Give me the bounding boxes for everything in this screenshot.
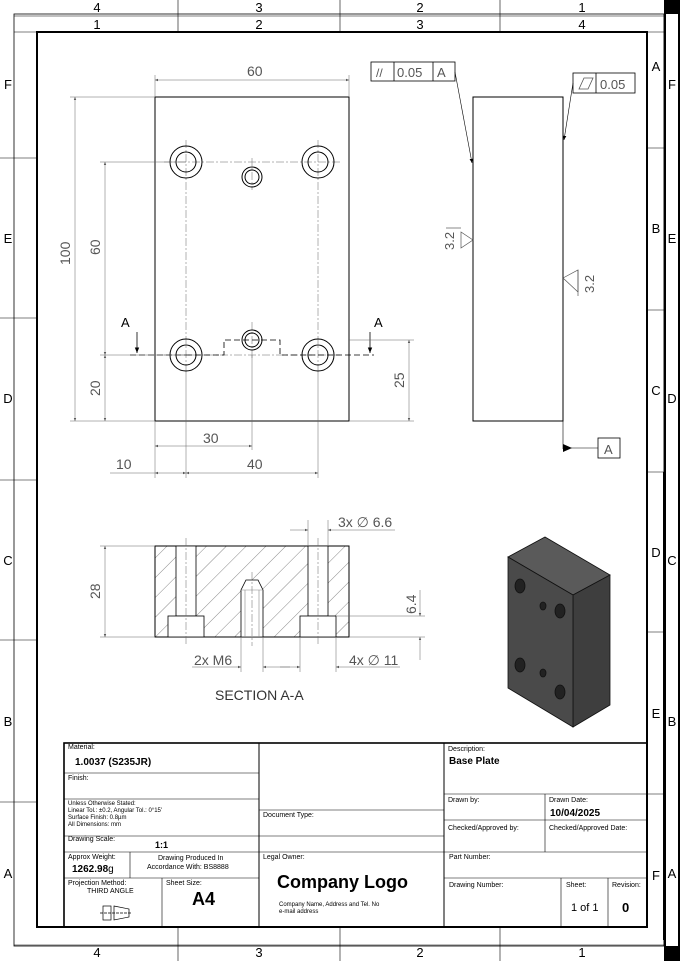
sheet-size-label: Sheet Size: xyxy=(166,880,202,887)
iso-hole-2 xyxy=(555,604,565,618)
zone-outer-b: B xyxy=(667,714,677,729)
sheet-label: Sheet: xyxy=(566,882,587,889)
iso-hole-6 xyxy=(540,669,546,677)
zone-left-d: D xyxy=(3,391,13,406)
drawing-number-label: Drawing Number: xyxy=(449,882,504,889)
zone-outer-d: D xyxy=(667,391,677,406)
zone-left-e: E xyxy=(3,231,13,246)
description-label: Description: xyxy=(448,746,485,753)
iso-hole-1 xyxy=(515,579,525,593)
roughness-right: 3.2 xyxy=(582,274,597,293)
zone-outer-e: E xyxy=(667,231,677,246)
gdt-parallel-symbol: // xyxy=(376,66,383,80)
roughness-left: 3.2 xyxy=(442,231,457,250)
revision-label: Revision: xyxy=(612,882,641,889)
notes-line-3: Surface Finish: 0.8µm xyxy=(68,815,127,821)
projection-label: Projection Method: xyxy=(68,880,127,887)
document-type-label: Document Type: xyxy=(263,812,314,819)
sheet-size-value: A4 xyxy=(192,889,216,909)
weight-label: Approx Weight: xyxy=(68,854,116,861)
callout-2x-m6: 2x M6 xyxy=(194,652,233,668)
zone-left-c: C xyxy=(3,553,13,568)
zone-outer-f: F xyxy=(668,77,676,92)
zone-bottom-4: 4 xyxy=(93,945,101,960)
description-value: Base Plate xyxy=(449,756,500,767)
produced-line-1: Drawing Produced In xyxy=(158,855,224,862)
produced-line-2: Accordance With: BS8888 xyxy=(147,864,229,871)
zone-left-a: A xyxy=(3,866,13,881)
zone-right-c: C xyxy=(651,383,661,398)
material-value: 1.0037 (S235JR) xyxy=(75,757,152,768)
gdt-flat-value: 0.05 xyxy=(600,77,626,92)
dim-bottom-20: 20 xyxy=(87,380,103,396)
zone-outer-c: C xyxy=(667,553,677,568)
zone-bottom-3: 3 xyxy=(255,945,263,960)
zone-bottom-1: 1 xyxy=(578,945,586,960)
section-title: SECTION A-A xyxy=(215,687,304,703)
zone-right-b: B xyxy=(651,221,661,236)
right-edge-inner xyxy=(666,14,678,946)
drawn-by-label: Drawn by: xyxy=(448,797,480,804)
dim-right-25: 25 xyxy=(391,372,407,388)
material-label: Material: xyxy=(68,744,95,751)
gdt-parallel-value: 0.05 xyxy=(397,65,423,80)
zone-top-1: 1 xyxy=(578,0,586,15)
side-view xyxy=(371,62,635,458)
part-number-label: Part Number: xyxy=(449,854,491,861)
third-angle-projection-icon xyxy=(100,906,132,920)
zone-top-4: 4 xyxy=(93,0,101,15)
callout-4x-dia-11: 4x ∅ 11 xyxy=(349,652,399,668)
weight-unit: g xyxy=(108,864,114,875)
sheet-value: 1 of 1 xyxy=(571,902,599,914)
weight-value xyxy=(72,864,114,875)
zone-left-f: F xyxy=(4,77,12,92)
drawn-date-value: 10/04/2025 xyxy=(550,808,601,819)
scale-label: Drawing Scale: xyxy=(68,836,116,843)
dim-10: 10 xyxy=(116,456,132,472)
zone-outer-a: A xyxy=(667,866,677,881)
zone-right-a: A xyxy=(651,59,661,74)
dim-depth-28: 28 xyxy=(87,583,103,599)
revision-value: 0 xyxy=(622,900,630,915)
dim-hole-spacing-60: 60 xyxy=(87,239,103,255)
zone-left-b: B xyxy=(3,714,13,729)
dim-30: 30 xyxy=(203,430,219,446)
gdt-parallel-datum: A xyxy=(437,65,446,80)
zone-right-d: D xyxy=(651,545,661,560)
zone-right-f: F xyxy=(652,868,660,883)
projection-value: THIRD ANGLE xyxy=(87,888,134,895)
zone-inner-2: 2 xyxy=(255,17,263,32)
section-label-right: A xyxy=(374,315,383,330)
checked-by-label: Checked/Approved by: xyxy=(448,825,519,832)
dim-width-60: 60 xyxy=(247,63,263,79)
notes-line-2: Linear Tol.: ±0.2, Angular Tol.: 0°15' xyxy=(68,808,163,814)
section-view xyxy=(87,514,425,703)
drawn-date-label: Drawn Date: xyxy=(549,797,588,804)
company-logo: Company Logo xyxy=(277,872,408,892)
zone-inner-3: 3 xyxy=(416,17,424,32)
section-label-left: A xyxy=(121,315,130,330)
legal-owner-label: Legal Owner: xyxy=(263,854,305,861)
notes-line-4: All Dimensions: mm xyxy=(68,822,122,828)
scale-value: 1:1 xyxy=(155,840,169,850)
company-address-line-1: Company Name, Address and Tel. No xyxy=(279,902,380,908)
title-block-grid xyxy=(64,743,647,927)
weight-number: 1262.98 xyxy=(72,864,109,875)
zone-bottom-2: 2 xyxy=(416,945,424,960)
iso-hole-3 xyxy=(515,658,525,672)
isometric-view xyxy=(508,537,610,727)
zone-top-2: 2 xyxy=(416,0,424,15)
company-address-line-2: e-mail address xyxy=(279,909,319,915)
dim-height-100: 100 xyxy=(57,241,73,265)
datum-a-label: A xyxy=(604,442,613,457)
zone-inner-1: 1 xyxy=(93,17,101,32)
checked-date-label: Checked/Approved Date: xyxy=(549,825,628,832)
zone-right-e: E xyxy=(651,706,661,721)
iso-hole-5 xyxy=(540,602,546,610)
iso-hole-4 xyxy=(555,685,565,699)
dim-counterbore-6-4: 6.4 xyxy=(403,594,419,614)
finish-label: Finish: xyxy=(68,775,89,782)
notes-line-1: Unless Otherwise Stated: xyxy=(68,801,136,807)
front-view xyxy=(57,63,414,478)
callout-3x-dia-6-6: 3x ∅ 6.6 xyxy=(338,514,393,530)
zone-top-3: 3 xyxy=(255,0,263,15)
dim-40: 40 xyxy=(247,456,263,472)
zone-inner-4: 4 xyxy=(578,17,586,32)
